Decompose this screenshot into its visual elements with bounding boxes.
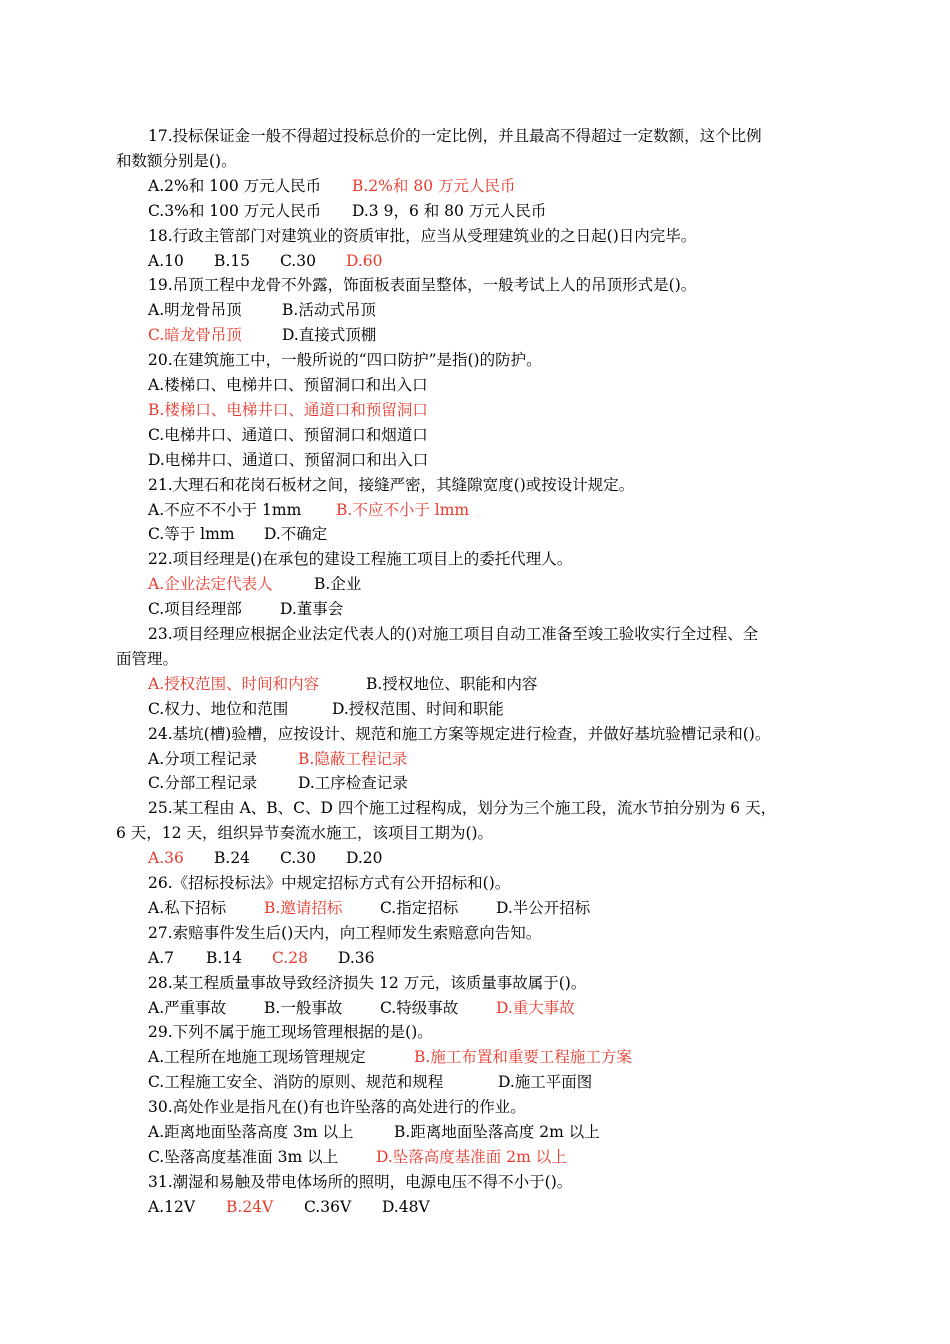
question-25-option-a: A.36: [148, 849, 184, 868]
question-24-stem: 24.基坑(槽)验槽，应按设计、规范和施工方案等规定进行检查，并做好基坑验槽记录和()。: [148, 724, 771, 743]
question-27-stem: 27.索赔事件发生后()天内，向工程师发生索赔意向告知。: [148, 923, 542, 942]
question-17-stem: 17.投标保证金一般不得超过投标总价的一定比例，并且最高不得超过一定数额，这个比例: [148, 127, 762, 145]
question-20-option-c: C.电梯井口、通道口、预留洞口和烟道口: [148, 425, 428, 444]
question-30-stem: 30.高处作业是指凡在()有也许坠落的高处进行的作业。: [148, 1098, 526, 1117]
question-17-option-b: B.2%和 80 万元人民币: [352, 176, 516, 195]
question-27-option-d: D.36: [338, 948, 375, 967]
question-18-option-c: C.30: [280, 251, 316, 270]
question-22-option-d: D.董事会: [280, 600, 344, 619]
question-24-option-a: A.分项工程记录: [148, 749, 258, 768]
question-23-option-d: D.授权范围、时间和职能: [332, 699, 504, 718]
question-24-option-d: D.工序检查记录: [298, 774, 408, 793]
question-26-option-b: B.邀请招标: [264, 898, 343, 917]
question-26-option-a: A.私下招标: [148, 898, 227, 917]
question-19-option-d: D.直接式顶棚: [282, 326, 377, 345]
question-17-option-d: D.3 9，6 和 80 万元人民币: [352, 201, 547, 220]
question-27-option-c: C.28: [272, 948, 308, 967]
question-29-option-a: A.工程所在地施工现场管理规定: [148, 1048, 366, 1067]
question-17-option-c: C.3%和 100 万元人民币: [148, 201, 322, 220]
question-27-option-a: A.7: [148, 948, 174, 967]
question-25-option-b: B.24: [214, 849, 251, 868]
question-25-stem: 25.某工程由 A、B、C、D 四个施工过程构成，划分为三个施工段，流水节拍分别为 6 天，: [148, 799, 777, 818]
question-18-option-a: A.10: [148, 251, 184, 270]
question-26-option-c: C.指定招标: [380, 898, 459, 917]
question-22-option-a: A.企业法定代表人: [148, 575, 273, 594]
question-30-option-b: B.距离地面坠落高度 2m 以上: [394, 1123, 600, 1141]
question-22-option-b: B.企业: [314, 575, 362, 594]
question-28-option-d: D.重大事故: [496, 998, 575, 1017]
question-30-option-d: D.坠落高度基准面 2m 以上: [376, 1147, 567, 1166]
question-21-option-c: C.等于 lmm: [148, 525, 235, 544]
question-19-option-a: A.明龙骨吊顶: [148, 301, 242, 320]
question-28-stem: 28.某工程质量事故导致经济损失 12 万元，该质量事故属于()。: [148, 973, 587, 992]
question-31-option-b: B.24V: [226, 1197, 274, 1216]
question-20-option-b: B.楼梯口、电梯井口、通道口和预留洞口: [148, 400, 428, 419]
question-24-option-c: C.分部工程记录: [148, 774, 258, 793]
question-29-option-d: D.施工平面图: [498, 1073, 593, 1092]
question-23-option-a: A.授权范围、时间和内容: [148, 674, 320, 693]
question-21-option-d: D.不确定: [264, 525, 328, 544]
question-18-option-b: B.15: [214, 251, 251, 270]
question-21-stem: 21.大理石和花岗石板材之间，接缝严密，其缝隙宽度()或按设计规定。: [148, 475, 635, 494]
question-30-option-a: A.距离地面坠落高度 3m 以上: [148, 1123, 354, 1141]
question-19-option-b: B.活动式吊顶: [282, 301, 376, 320]
question-26-stem: 26.《招标投标法》中规定招标方式有公开招标和()。: [148, 874, 511, 892]
question-17-stem-continued: 和数额分别是()。: [116, 151, 237, 170]
question-18-option-d: D.60: [346, 251, 383, 270]
question-28-option-c: C.特级事故: [380, 998, 459, 1017]
question-24-option-b: B.隐蔽工程记录: [298, 749, 408, 768]
question-22-stem: 22.项目经理是()在承包的建设工程施工项目上的委托代理人。: [148, 550, 573, 569]
question-19-stem: 19.吊顶工程中龙骨不外露，饰面板表面呈整体，一般考试上人的吊顶形式是()。: [148, 276, 697, 295]
question-31-option-d: D.48V: [382, 1197, 430, 1216]
question-20-option-d: D.电梯井口、通道口、预留洞口和出入口: [148, 450, 429, 469]
question-25-option-d: D.20: [346, 849, 383, 868]
question-20-stem: 20.在建筑施工中，一般所说的“四口防护”是指()的防护。: [148, 351, 542, 370]
question-29-stem: 29.下列不属于施工现场管理根据的是()。: [148, 1023, 433, 1042]
question-27-option-b: B.14: [206, 948, 243, 967]
question-25-option-c: C.30: [280, 849, 316, 868]
question-31-stem: 31.潮湿和易触及带电体场所的照明，电源电压不得不小于()。: [148, 1172, 573, 1191]
question-23-stem-continued: 面管理。: [116, 649, 179, 668]
question-21-option-b: B.不应不小于 lmm: [336, 500, 470, 519]
question-23-option-c: C.权力、地位和范围: [148, 699, 289, 718]
question-22-option-c: C.项目经理部: [148, 600, 242, 619]
question-26-option-d: D.半公开招标: [496, 898, 591, 917]
question-30-option-c: C.坠落高度基准面 3m 以上: [148, 1147, 339, 1166]
question-17-option-a: A.2%和 100 万元人民币: [148, 176, 322, 195]
question-29-option-b: B.施工布置和重要工程施工方案: [414, 1048, 632, 1067]
question-29-option-c: C.工程施工安全、消防的原则、规范和规程: [148, 1073, 444, 1092]
question-23-stem: 23.项目经理应根据企业法定代表人的()对施工项目自动工准备至竣工验收实行全过程、全: [148, 625, 759, 643]
question-18-stem: 18.行政主管部门对建筑业的资质审批，应当从受理建筑业的之日起()日内完毕。: [148, 226, 697, 245]
question-20-option-a: A.楼梯口、电梯井口、预留洞口和出入口: [148, 376, 428, 394]
question-25-stem-continued: 6 天，12 天，组织异节奏流水施工，该项目工期为()。: [116, 824, 494, 843]
question-31-option-c: C.36V: [304, 1197, 352, 1216]
question-28-option-a: A.严重事故: [148, 998, 227, 1017]
question-21-option-a: A.不应不不小于 1mm: [148, 500, 302, 519]
question-28-option-b: B.一般事故: [264, 998, 343, 1017]
question-31-option-a: A.12V: [148, 1197, 196, 1216]
question-23-option-b: B.授权地位、职能和内容: [366, 674, 538, 693]
question-19-option-c: C.暗龙骨吊顶: [148, 326, 242, 345]
